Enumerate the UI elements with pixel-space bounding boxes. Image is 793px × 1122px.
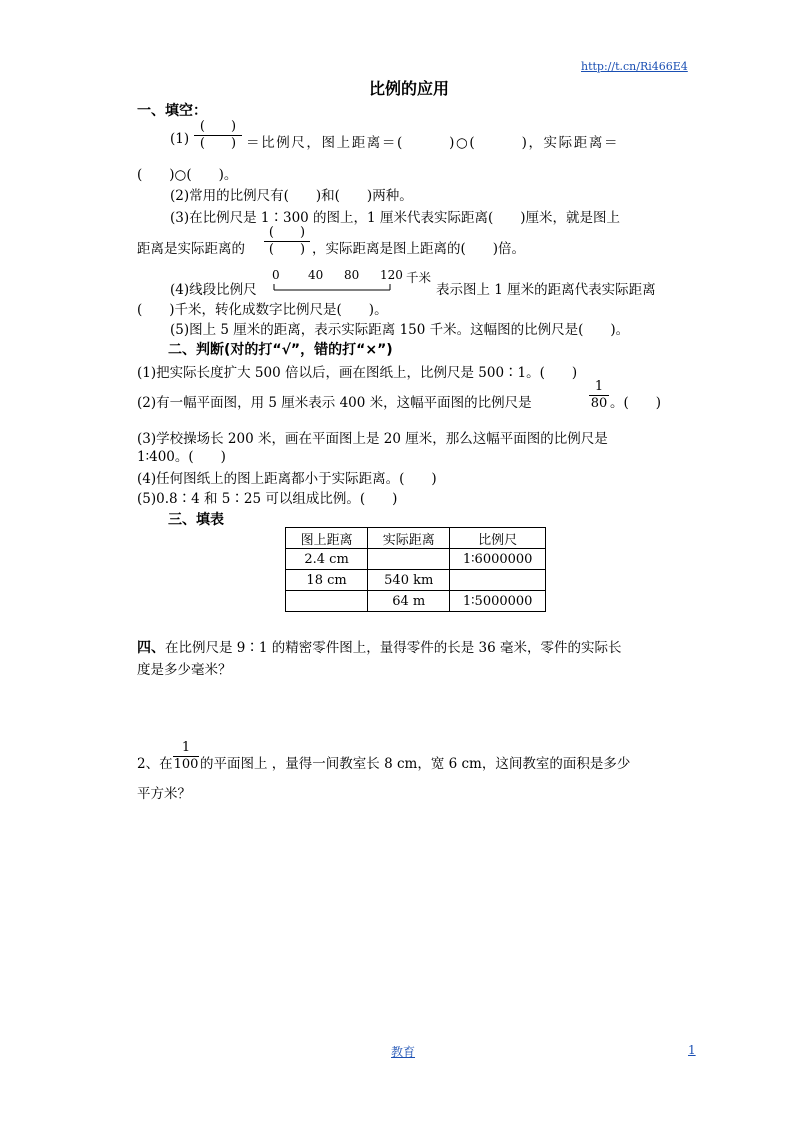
scale-label-120: 120 xyxy=(380,268,403,282)
page-title: 比例的应用 xyxy=(369,79,450,98)
judge-4: (4)任何图纸上的图上距离都小于实际距离。( ) xyxy=(137,471,437,487)
q1-continuation: ( )○( )。 xyxy=(137,167,238,183)
q2-text: (2)常用的比例尺有( )和( )两种。 xyxy=(170,188,413,204)
scale-label-80: 80 xyxy=(344,268,360,282)
table-cell xyxy=(286,591,368,612)
table-cell: 1∶5000000 xyxy=(450,591,546,612)
section4-line-1 xyxy=(137,636,622,657)
problem-2-b: 的平面图上 ，量得一间教室长 8 cm，宽 6 cm，这间教室的面积是多少 xyxy=(200,756,631,772)
problem-2-a: 2、在 xyxy=(137,756,173,772)
q4-line-b: 表示图上 1 厘米的距离代表实际距离 xyxy=(436,282,656,298)
q3-line-b: 距离是实际距离的 xyxy=(137,241,245,257)
judge-3-b: 1∶400。( ) xyxy=(137,449,226,465)
q1-number: (1) xyxy=(170,131,190,147)
table-cell: 1∶6000000 xyxy=(450,549,546,570)
judge-5: (5)0.8∶4 和 5∶25 可以组成比例。( ) xyxy=(137,491,398,507)
q3-fraction xyxy=(264,225,310,258)
table-header-row xyxy=(286,528,546,549)
segment-scale xyxy=(272,268,436,294)
header-link[interactable]: http://t.cn/Ri466E4 xyxy=(581,60,688,73)
table-row xyxy=(286,570,546,591)
judge-1: (1)把实际长度扩大 500 倍以后，画在图纸上，比例尺是 500∶1。( ) xyxy=(137,365,578,381)
table-cell: 2.4 cm xyxy=(286,549,368,570)
q5-text: (5)图上 5 厘米的距离，表示实际距离 150 千米。这幅图的比例尺是( )。 xyxy=(170,322,630,338)
j2-fraction-bottom: 80 xyxy=(590,396,608,411)
q3-fraction-bottom: ( ) xyxy=(268,242,306,257)
table-header-cell: 比例尺 xyxy=(450,528,546,549)
table-cell: 540 km xyxy=(368,570,450,591)
table-row xyxy=(286,591,546,612)
section1-heading: 一、填空： xyxy=(137,103,207,119)
table-cell: 64 m xyxy=(368,591,450,612)
judge-3-a: (3)学校操场长 200 米，画在平面图上是 20 厘米，那么这幅平面图的比例尺是 xyxy=(137,431,608,447)
table-row xyxy=(286,549,546,570)
table-cell: 18 cm xyxy=(286,570,368,591)
q3-line-c: ，实际距离是图上距离的( )倍。 xyxy=(312,241,526,257)
q3-fraction-top: ( ) xyxy=(268,225,306,240)
p2-fraction-bottom: 100 xyxy=(173,757,199,772)
section4-problem-1-b: 度是多少毫米？ xyxy=(137,662,232,678)
section3-heading: 三、填表 xyxy=(168,512,224,528)
fill-table xyxy=(285,527,546,612)
section2-heading: 二、判断(对的打“√”，错的打“×”) xyxy=(168,342,393,358)
q4-continuation: ( )千米，转化成数字比例尺是( )。 xyxy=(137,302,388,318)
table-header-cell: 实际距离 xyxy=(368,528,450,549)
scale-label-40: 40 xyxy=(308,268,324,282)
table-cell xyxy=(368,549,450,570)
section4-label: 四、 xyxy=(137,640,165,656)
q1-fraction xyxy=(194,119,242,152)
j2-fraction xyxy=(589,379,609,412)
q4-line-a: (4)线段比例尺 xyxy=(170,282,257,298)
q1-text: ＝比例尺，图上距离＝( )○( )，实际距离＝ xyxy=(246,135,620,151)
problem-2-c: 平方米？ xyxy=(137,786,191,802)
table-header-cell: 图上距离 xyxy=(286,528,368,549)
j2-fraction-top: 1 xyxy=(594,379,604,394)
p2-fraction xyxy=(173,740,199,773)
judge-2-a: (2)有一幅平面图，用 5 厘米表示 400 米，这幅平面图的比例尺是 xyxy=(137,395,532,411)
scale-unit: 千米 xyxy=(406,270,432,285)
q1-fraction-bottom: ( ) xyxy=(199,136,237,151)
judge-2-b: 。( ) xyxy=(610,395,662,411)
q3-line-a: (3)在比例尺是 1∶300 的图上，1 厘米代表实际距离( )厘米，就是图上 xyxy=(170,210,620,226)
q1-fraction-top: ( ) xyxy=(199,119,237,134)
scale-bar-graphic xyxy=(272,282,394,292)
footer-link[interactable]: 教育 xyxy=(391,1045,416,1059)
p2-fraction-top: 1 xyxy=(181,740,191,755)
section4-problem-1-a: 在比例尺是 9∶1 的精密零件图上，量得零件的长是 36 毫米，零件的实际长 xyxy=(165,640,622,656)
scale-label-0: 0 xyxy=(272,268,280,282)
page-number: 1 xyxy=(688,1043,696,1057)
table-cell xyxy=(450,570,546,591)
